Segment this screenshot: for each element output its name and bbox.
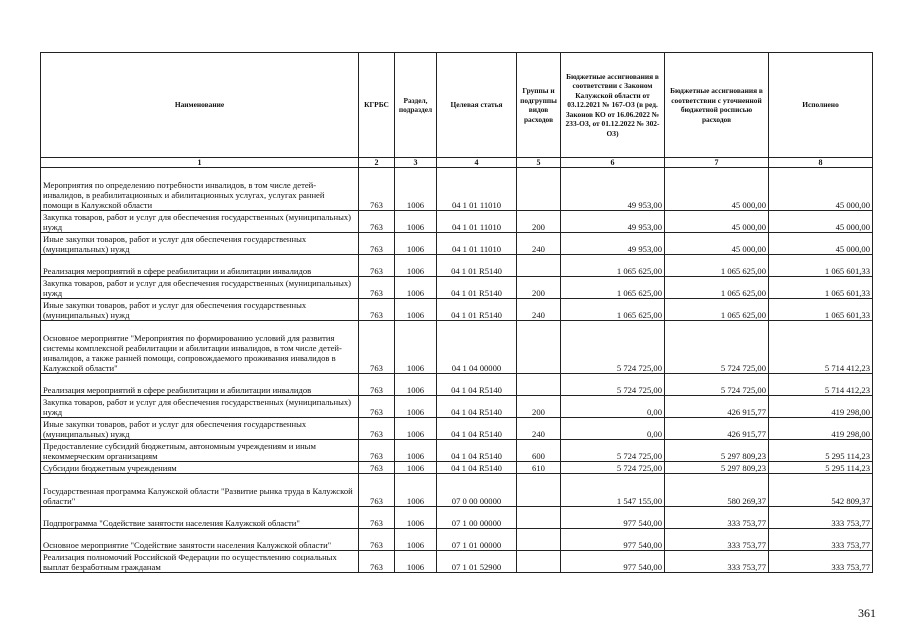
cell-kgrbs: 763: [359, 507, 395, 529]
cell-refined-assignment: 5 724 725,00: [665, 321, 769, 374]
table-row: [41, 168, 873, 211]
cell-group: [517, 507, 561, 529]
cell-kgrbs: 763: [359, 462, 395, 474]
cell-refined-assignment: 426 915,77: [665, 396, 769, 418]
page-number: 361: [858, 606, 876, 620]
cell-target: 04 1 01 R5140: [437, 299, 517, 321]
cell-group: 610: [517, 462, 561, 474]
cell-kgrbs: 763: [359, 474, 395, 507]
cell-name: Закупка товаров, работ и услуг для обеспечения государственных (муниципальных) нужд: [41, 396, 359, 418]
cell-name: Реализация мероприятий в сфере реабилитации и абилитации инвалидов: [41, 374, 359, 396]
cell-kgrbs: 763: [359, 299, 395, 321]
cell-section: 1006: [395, 233, 437, 255]
column-number: 1: [41, 158, 359, 168]
table-row: [41, 255, 873, 277]
table-row: [41, 211, 873, 233]
header-refined: Бюджетные ассигнования в соответствии с уточненной бюджетной росписью расходов: [665, 53, 769, 158]
cell-kgrbs: 763: [359, 168, 395, 211]
cell-group: [517, 168, 561, 211]
cell-executed: 45 000,00: [769, 233, 873, 255]
cell-refined-assignment: 333 753,77: [665, 507, 769, 529]
cell-name: Предоставление субсидий бюджетным, автономным учреждениям и иным некоммерческим организациям: [41, 440, 359, 462]
cell-group: 200: [517, 277, 561, 299]
column-number: 5: [517, 158, 561, 168]
cell-executed: 333 753,77: [769, 507, 873, 529]
cell-section: 1006: [395, 211, 437, 233]
cell-kgrbs: 763: [359, 211, 395, 233]
cell-executed: 542 809,37: [769, 474, 873, 507]
cell-kgrbs: 763: [359, 551, 395, 573]
cell-target: 07 0 00 00000: [437, 474, 517, 507]
cell-target: 04 1 04 R5140: [437, 396, 517, 418]
cell-kgrbs: 763: [359, 277, 395, 299]
column-number-row: [41, 158, 873, 168]
cell-section: 1006: [395, 418, 437, 440]
cell-section: 1006: [395, 396, 437, 418]
cell-target: 04 1 01 11010: [437, 211, 517, 233]
header-group: Группы и подгруппы видов расходов: [517, 53, 561, 158]
header-name: Наименование: [41, 53, 359, 158]
table-row: [41, 374, 873, 396]
cell-executed: 419 298,00: [769, 396, 873, 418]
cell-executed: 5 295 114,23: [769, 440, 873, 462]
table-row: [41, 277, 873, 299]
cell-law-assignment: 1 065 625,00: [561, 255, 665, 277]
cell-target: 04 1 01 R5140: [437, 277, 517, 299]
cell-section: 1006: [395, 168, 437, 211]
cell-name: Мероприятия по определению потребности инвалидов, в том числе детей-инвалидов, в реабилитационных и абилитационных услугах, услугах ранней помощи в Калужской области: [41, 168, 359, 211]
cell-group: [517, 551, 561, 573]
cell-refined-assignment: 45 000,00: [665, 233, 769, 255]
budget-table: [40, 52, 873, 573]
cell-group: 240: [517, 418, 561, 440]
cell-name: Субсидии бюджетным учреждениям: [41, 462, 359, 474]
cell-name: Реализация мероприятий в сфере реабилитации и абилитации инвалидов: [41, 255, 359, 277]
cell-group: 240: [517, 299, 561, 321]
cell-refined-assignment: 333 753,77: [665, 551, 769, 573]
table-row: [41, 418, 873, 440]
cell-law-assignment: 1 547 155,00: [561, 474, 665, 507]
cell-section: 1006: [395, 507, 437, 529]
cell-refined-assignment: 5 724 725,00: [665, 374, 769, 396]
cell-section: 1006: [395, 551, 437, 573]
table-row: [41, 507, 873, 529]
cell-group: [517, 374, 561, 396]
cell-name: Иные закупки товаров, работ и услуг для обеспечения государственных (муниципальных) нужд: [41, 418, 359, 440]
cell-section: 1006: [395, 462, 437, 474]
cell-group: [517, 255, 561, 277]
table-row: [41, 474, 873, 507]
cell-kgrbs: 763: [359, 374, 395, 396]
cell-name: Основное мероприятие "Мероприятия по формированию условий для развития системы комплексной реабилитации и абилитации инвалидов, в том числе детей-инвалидов, а также ранней помощи, сопровождаемого проживания инвалидов в Калужской области": [41, 321, 359, 374]
cell-executed: 5 714 412,23: [769, 374, 873, 396]
cell-kgrbs: 763: [359, 529, 395, 551]
cell-law-assignment: 49 953,00: [561, 233, 665, 255]
cell-name: Государственная программа Калужской области "Развитие рынка труда в Калужской области": [41, 474, 359, 507]
cell-kgrbs: 763: [359, 233, 395, 255]
cell-law-assignment: 0,00: [561, 396, 665, 418]
table-row: [41, 440, 873, 462]
cell-group: 240: [517, 233, 561, 255]
cell-refined-assignment: 426 915,77: [665, 418, 769, 440]
cell-name: Иные закупки товаров, работ и услуг для обеспечения государственных (муниципальных) нужд: [41, 299, 359, 321]
cell-refined-assignment: 45 000,00: [665, 168, 769, 211]
cell-kgrbs: 763: [359, 418, 395, 440]
cell-name: Подпрограмма "Содействие занятости населения Калужской области": [41, 507, 359, 529]
cell-target: 04 1 01 11010: [437, 168, 517, 211]
cell-law-assignment: 49 953,00: [561, 211, 665, 233]
cell-law-assignment: 977 540,00: [561, 529, 665, 551]
cell-refined-assignment: 580 269,37: [665, 474, 769, 507]
cell-executed: 1 065 601,33: [769, 255, 873, 277]
cell-target: 07 1 01 00000: [437, 529, 517, 551]
header-law: Бюджетные ассигнования в соответствии с Законом Калужской области от 03.12.2021 № 167-ОЗ (в ред. Законов КО от 16.06.2022 № 233-ОЗ, от 01.12.2022 № 302-ОЗ): [561, 53, 665, 158]
cell-executed: 1 065 601,33: [769, 299, 873, 321]
cell-section: 1006: [395, 440, 437, 462]
cell-target: 04 1 04 00000: [437, 321, 517, 374]
header-row: [41, 53, 873, 158]
cell-target: 07 1 01 52900: [437, 551, 517, 573]
cell-executed: 5 714 412,23: [769, 321, 873, 374]
column-number: 2: [359, 158, 395, 168]
column-number: 7: [665, 158, 769, 168]
column-number: 3: [395, 158, 437, 168]
table-row: [41, 529, 873, 551]
table-row: [41, 462, 873, 474]
cell-section: 1006: [395, 277, 437, 299]
cell-target: 04 1 01 R5140: [437, 255, 517, 277]
cell-law-assignment: 0,00: [561, 418, 665, 440]
column-number: 6: [561, 158, 665, 168]
cell-group: [517, 474, 561, 507]
cell-executed: 1 065 601,33: [769, 277, 873, 299]
cell-section: 1006: [395, 529, 437, 551]
cell-refined-assignment: 1 065 625,00: [665, 277, 769, 299]
cell-group: 200: [517, 396, 561, 418]
cell-name: Закупка товаров, работ и услуг для обеспечения государственных (муниципальных) нужд: [41, 277, 359, 299]
cell-target: 04 1 04 R5140: [437, 440, 517, 462]
cell-refined-assignment: 45 000,00: [665, 211, 769, 233]
cell-executed: 333 753,77: [769, 551, 873, 573]
cell-law-assignment: 5 724 725,00: [561, 440, 665, 462]
table-row: [41, 299, 873, 321]
cell-target: 04 1 04 R5140: [437, 418, 517, 440]
table-row: [41, 551, 873, 573]
cell-executed: 5 295 114,23: [769, 462, 873, 474]
cell-kgrbs: 763: [359, 255, 395, 277]
cell-law-assignment: 49 953,00: [561, 168, 665, 211]
column-number: 8: [769, 158, 873, 168]
cell-refined-assignment: 333 753,77: [665, 529, 769, 551]
cell-executed: 333 753,77: [769, 529, 873, 551]
column-number: 4: [437, 158, 517, 168]
cell-target: 04 1 04 R5140: [437, 462, 517, 474]
cell-law-assignment: 977 540,00: [561, 507, 665, 529]
header-section: Раздел, подраздел: [395, 53, 437, 158]
cell-name: Закупка товаров, работ и услуг для обеспечения государственных (муниципальных) нужд: [41, 211, 359, 233]
cell-law-assignment: 5 724 725,00: [561, 462, 665, 474]
cell-law-assignment: 1 065 625,00: [561, 277, 665, 299]
cell-refined-assignment: 1 065 625,00: [665, 299, 769, 321]
cell-executed: 419 298,00: [769, 418, 873, 440]
cell-law-assignment: 1 065 625,00: [561, 299, 665, 321]
cell-law-assignment: 5 724 725,00: [561, 321, 665, 374]
cell-law-assignment: 977 540,00: [561, 551, 665, 573]
cell-target: 04 1 01 11010: [437, 233, 517, 255]
cell-group: 200: [517, 211, 561, 233]
table-row: [41, 321, 873, 374]
table-row: [41, 233, 873, 255]
cell-section: 1006: [395, 474, 437, 507]
header-kgrbs: КГРБС: [359, 53, 395, 158]
cell-executed: 45 000,00: [769, 168, 873, 211]
cell-name: Иные закупки товаров, работ и услуг для обеспечения государственных (муниципальных) нужд: [41, 233, 359, 255]
cell-kgrbs: 763: [359, 321, 395, 374]
table-row: [41, 396, 873, 418]
cell-refined-assignment: 5 297 809,23: [665, 440, 769, 462]
cell-law-assignment: 5 724 725,00: [561, 374, 665, 396]
cell-group: [517, 321, 561, 374]
header-executed: Исполнено: [769, 53, 873, 158]
cell-name: Основное мероприятие "Содействие занятости населения Калужской области": [41, 529, 359, 551]
cell-section: 1006: [395, 299, 437, 321]
header-target: Целевая статья: [437, 53, 517, 158]
cell-kgrbs: 763: [359, 440, 395, 462]
cell-refined-assignment: 5 297 809,23: [665, 462, 769, 474]
cell-section: 1006: [395, 374, 437, 396]
cell-group: 600: [517, 440, 561, 462]
cell-section: 1006: [395, 255, 437, 277]
cell-kgrbs: 763: [359, 396, 395, 418]
cell-refined-assignment: 1 065 625,00: [665, 255, 769, 277]
cell-executed: 45 000,00: [769, 211, 873, 233]
cell-group: [517, 529, 561, 551]
cell-target: 07 1 00 00000: [437, 507, 517, 529]
cell-name: Реализация полномочий Российской Федерации по осуществлению социальных выплат безработным гражданам: [41, 551, 359, 573]
cell-target: 04 1 04 R5140: [437, 374, 517, 396]
cell-section: 1006: [395, 321, 437, 374]
